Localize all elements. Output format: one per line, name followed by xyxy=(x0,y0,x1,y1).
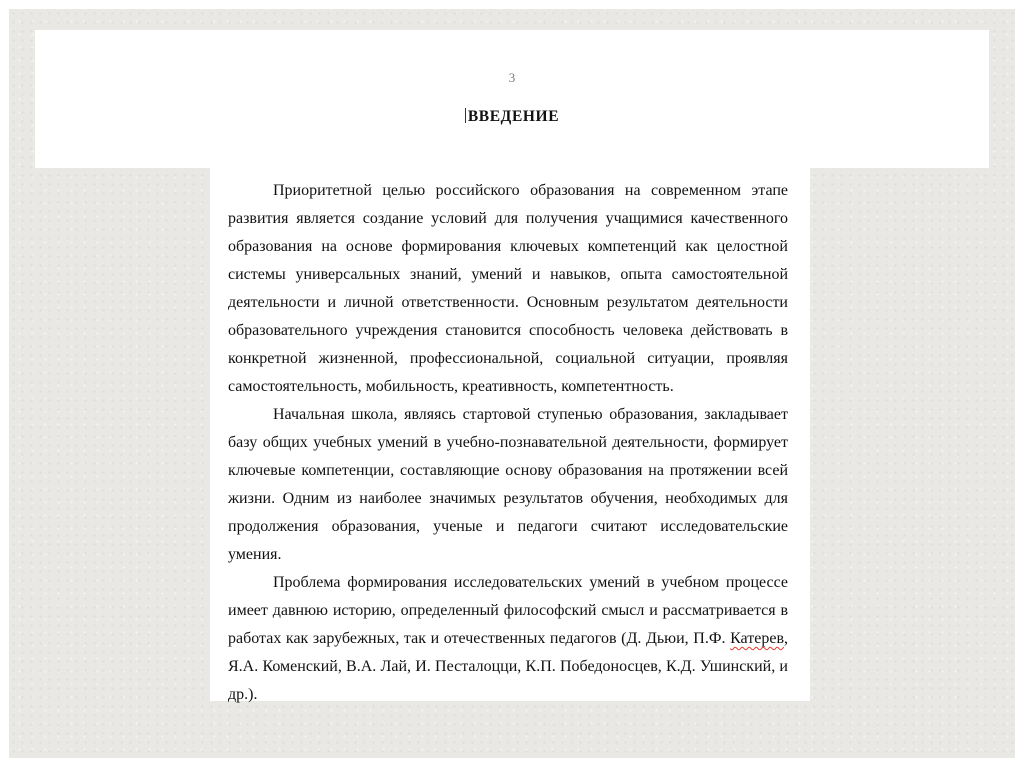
page-number: 3 xyxy=(508,70,516,85)
paragraph-3-text-before: Проблема формирования исследовательских умений в учебном процессе имеет давнюю историю, определенный философский смысл и рассматривается в работах как зарубежных, так и отечественных педагогов (Д. Дьюи, П.Ф. xyxy=(228,574,788,647)
paragraph-3-text-after: , Я.А. Коменский, В.А. Лай, И. Песталоцци, К.П. Победоносцев, К.Д. Ушинский, и др.). xyxy=(228,630,788,703)
misspelled-word: Катерев xyxy=(730,630,784,647)
document-body[interactable] xyxy=(210,168,810,701)
page-title xyxy=(35,108,989,126)
paragraph-2: Начальная школа, являясь стартовой ступенью образования, закладывает базу общих учебных умений в учебно-познавательной деятельности, формирует ключевые компетенции, составляющие основу образования на протяжении всей жизни. Одним из наиболее значимых результатов обучения, необходимых для продолжения образования, ученые и педагоги считают исследовательские умения. xyxy=(228,406,788,563)
paragraph-3 xyxy=(228,569,788,709)
text-cursor-icon xyxy=(465,108,466,123)
slide-canvas xyxy=(9,9,1015,758)
page-title-text: ВВЕДЕНИЕ xyxy=(467,108,560,125)
paragraph-1: Приоритетной целью российского образования на современном этапе развития является создание условий для получения учащимися качественного образования на основе формирования ключевых компетенций как целостной системы универсальных знаний, умений и навыков, опыта самостоятельной деятельности и личной ответственности. Основным результатом деятельности образовательного учреждения становится способность человека действовать в конкретной жизненной, профессиональной, социальной ситуации, проявляя самостоятельность, мобильность, креативность, компетентность. xyxy=(228,182,788,395)
page-header-area[interactable] xyxy=(35,30,989,168)
